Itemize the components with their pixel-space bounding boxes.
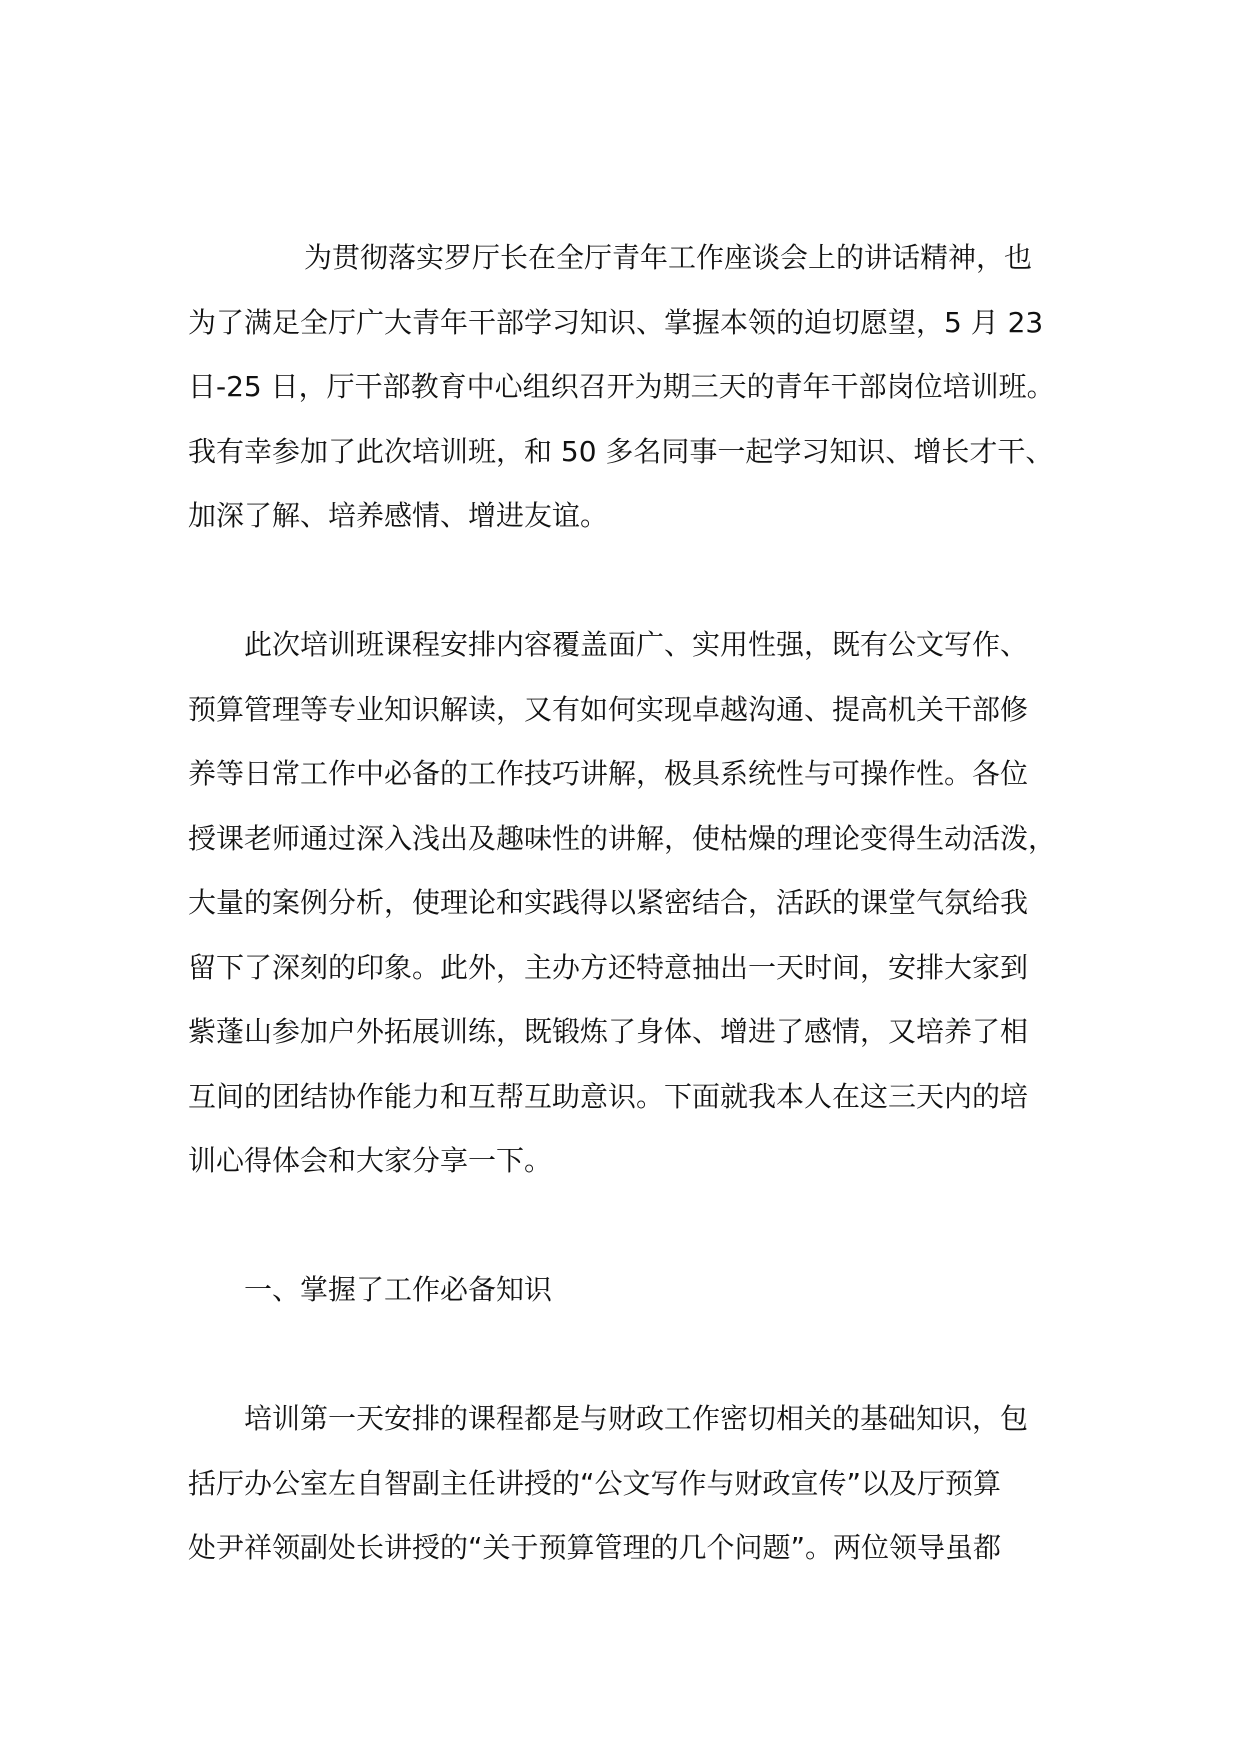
document-body bbox=[188, 226, 1068, 1581]
paragraph-spacer bbox=[188, 1194, 1068, 1259]
section-heading-1: 一、掌握了工作必备知识 bbox=[244, 1273, 553, 1306]
paragraph-spacer bbox=[188, 1323, 1068, 1388]
paragraph-course-overview: 此次培训班课程安排内容覆盖面广、实用性强，既有公文写作、 预算管理等专业知识解读，又有如何实现卓越沟通、提高机关干部修 养等日常工作中必备的工作技巧讲解，极具系统性与可操作性。各位 授课老师通过深入浅出及趣味性的讲解，使枯燥的理论变得生动活泼， 大量的案例分析，使理论和实践得以紧密结合，活跃的课堂气氛给我 留下了深刻的印象。此外，主办方还特意抽出一天时间，安排大家到 紫蓬山参加户外拓展训练，既锻炼了身体、增进了感情，又培养了相 互间的团结协作能力和互帮互助意识。下面就我本人在这三天内的培 训心得体会和大家分享一下。 bbox=[188, 628, 1057, 1177]
paragraph-intro: 为贯彻落实罗厅长在全厅青年工作座谈会上的讲话精神，也 为了满足全厅广大青年干部学习知识、掌握本领的迫切愿望，5 月 23 日-25 日，厅干部教育中心组织召开为期三天的青年干部岗位培训班。 我有幸参加了此次培训班，和 50 多名同事一起学习知识、增长才干、 加深了解、培养感情、增进友谊。 bbox=[188, 241, 1055, 532]
paragraph-day-one: 培训第一天安排的课程都是与财政工作密切相关的基础知识，包 括厅办公室左自智副主任讲授的“公文写作与财政宣传”以及厅预算 处尹祥领副处长讲授的“关于预算管理的几个问题”。两位领导虽都 bbox=[188, 1402, 1029, 1564]
paragraph-spacer bbox=[188, 549, 1068, 614]
